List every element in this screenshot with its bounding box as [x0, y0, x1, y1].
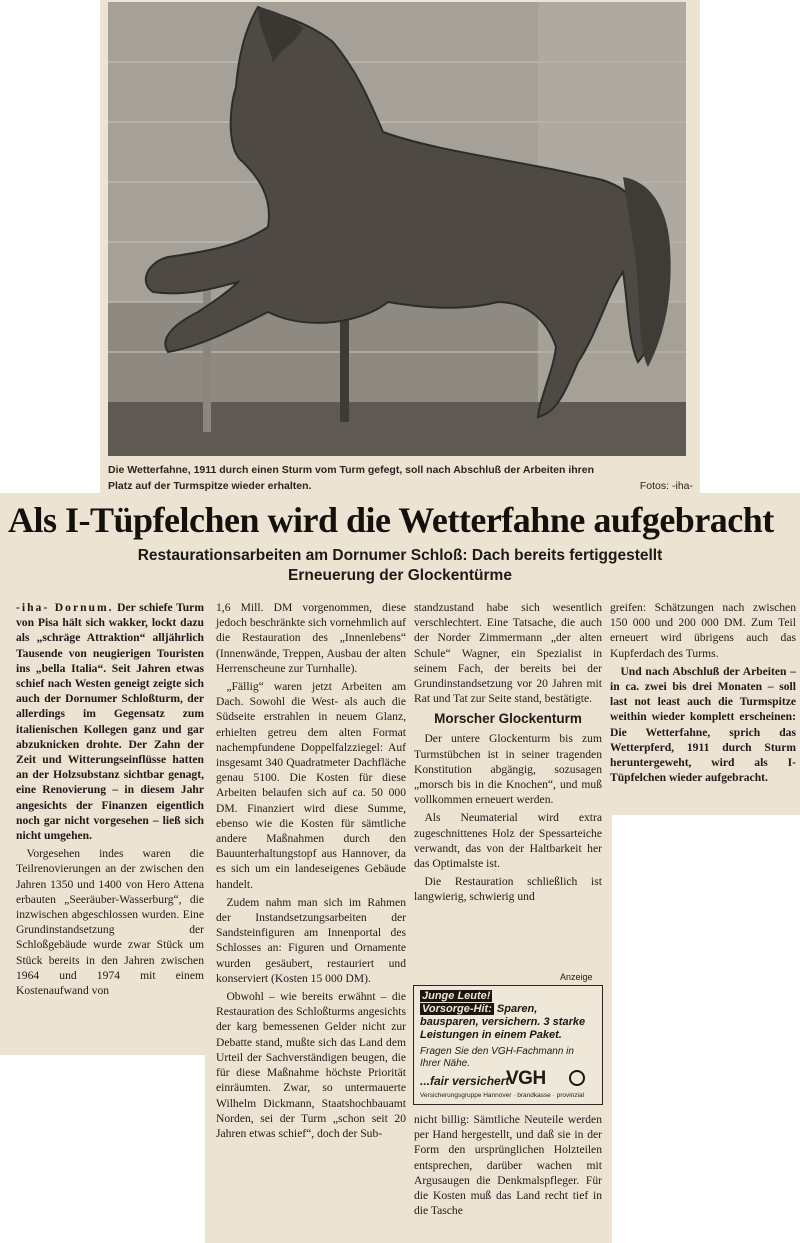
- ad-small-text: Fragen Sie den VGH-Fachmann in Ihrer Nähe.: [420, 1046, 574, 1069]
- closing-text: Und nach Abschluß der Arbeiten – in ca. zwei bis drei Monaten – soll last not least auch die Turmspitze weithin wieder komplett erscheinen: Die Wetterfahne, sprich das Wetterpferd, 1911 durch Sturm heruntergeweht, wird als I-Tüpfelchen wieder aufgebracht.: [610, 664, 796, 785]
- subhead-line-2: Erneuerung der Glockentürme: [288, 567, 512, 584]
- article-column-3: [414, 600, 602, 908]
- column-2-paragraph-2: „Fällig“ waren jetzt Arbeiten am Dach. Sowohl die West- als auch die Südseite erstrahlen in neuem Glanz, erhielten getreu dem alten Format nachempfundene Doppelfalzziegel: Auf insgesamt 340 Quadratmeter Dachfläche genau 5100. Die Kosten für diese Arbeiten belaufen sich auf ca. 50 000 DM. Finanziert wird diese Summe, ebenso wie die Kosten für sämtliche andere Maßnahmen durch den Bauunterhaltungstopf aus Hannover, da es sich um ein landeseigenes Gebäude handelt.: [216, 680, 406, 891]
- column-3-subheading: Morscher Glockenturm: [434, 711, 582, 727]
- ad-headline-box: [420, 990, 596, 1046]
- vgh-logo-mark-icon: [569, 1070, 585, 1086]
- subhead-line-1: Restaurationsarbeiten am Dornumer Schloß: Dach bereits fertiggestellt: [137, 547, 663, 564]
- caption-line-1: Die Wetterfahne, 1911 durch einen Sturm vom Turm gefegt, soll nach Abschluß der Arbeiten ihren: [108, 464, 595, 476]
- ad-line-2-highlight: Vorsorge-Hit:: [422, 1003, 492, 1015]
- article-column-4: [610, 600, 796, 788]
- horse-weather-vane-image: [108, 2, 686, 456]
- column-3-paragraph-5: nicht billig: Sämtliche Neuteile werden per Hand hergestellt, und daß sie in der Form den ursprünglichen Holzteilen entsprechen, darüber wachen mit Argusaugen die Denkmalspfleger. Für die Kosten muß das Land recht tief in die Tasche: [414, 1113, 602, 1218]
- column-1-paragraph-2: Vorgesehen indes waren die Teilrenovierungen an der zwischen den Jahren 1350 und 1400 von Hero Attena erbauten „Seeräuber-Wasserburg“, die inzwischen abgeschlossen wurden. Eine Grundinstandsetzung der Schloßgebäude wurde zwar Stück um Stück bereits in den Jahren zwischen 1964 und 1974 mit einem Kostenaufwand von: [16, 847, 204, 998]
- column-3-paragraph-1: standzustand habe sich wesentlich verschlechtert. Eine Tatsache, die auch der Norder Zimmermann „der alten Schule“ Wagner, ein Spezialist in seinem Fach, der bereits bei der Grundinstandsetzung vor 20 Jahren mit Rat und Tat zur Seite stand, bestätigte.: [414, 601, 602, 706]
- dateline: -iha- Dornum.: [16, 601, 114, 614]
- column-3-paragraph-3: Als Neumaterial wird extra zugeschnittenes Holz der Spessarteiche verwandt, das von der Haltbarkeit her das Optimalste ist.: [414, 811, 602, 871]
- article-column-3-lower: [414, 1112, 602, 1221]
- column-3-paragraph-4: Die Restauration schließlich ist langwierig, schwierig und: [414, 875, 602, 904]
- photo-credit: Fotos: -iha-: [639, 480, 693, 492]
- ad-label: Anzeige: [560, 972, 593, 982]
- ad-slogan: ...fair versichert: [420, 1074, 510, 1088]
- article-column-1: [16, 600, 204, 1001]
- vgh-advertisement: [413, 985, 603, 1105]
- vgh-logo: VGH: [506, 1068, 546, 1089]
- column-3-paragraph-2: Der untere Glockenturm bis zum Turmstübchen ist in seiner tragenden Konstitution abgängig, sozusagen „morsch bis in die Knochen“, und muß vollkommen erneuert werden.: [414, 732, 602, 807]
- ad-line-1: Junge Leute!: [422, 990, 491, 1002]
- column-4-paragraph-1: greifen: Schätzungen nach zwischen 150 000 und 200 000 DM. Zum Teil erneuert wird übrigens auch das Kupferdach des Turms.: [610, 601, 796, 660]
- column-2-paragraph-4: Obwohl – wie bereits erwähnt – die Restauration des Schloßturms angesichts der karg bemessenen Gelder nicht zur Debatte stand, mußte sich das Land dem Urteil der Sachverständigen beugen, die für diese Maßnahme höchste Priorität einräumten. Zwar, so untermauerte Wilhelm Dickmann, Staatshochbauamt Norden, sei der Turm „schon seit 20 Jahren etwas schief“, doch der Sub-: [216, 990, 406, 1140]
- column-2-paragraph-1: 1,6 Mill. DM vorgenommen, diese jedoch beschränkte sich vornehmlich auf die Restauration des „Innenlebens“ (Innenwände, Treppen, Ausbau der alten Herrenscheune zur Turnhalle).: [216, 601, 406, 675]
- article-headline: Als I-Tüpfelchen wird die Wetterfahne aufgebracht: [8, 500, 774, 540]
- column-2-paragraph-3: Zudem nahm man sich im Rahmen der Instandsetzungsarbeiten der Sandsteinfiguren am Innenportal des Schlosses an: Figuren und Ornamente wurden gesäubert, restauriert und konserviert (Kosten 15 000 DM).: [216, 895, 406, 985]
- photo-caption: [108, 462, 693, 494]
- ad-line-2: Sparen, bausparen, versichern. 3 starke Leistungen in einem Paket.: [420, 1003, 586, 1041]
- ad-insurance-group: Versicherungsgruppe Hannover · brandkasse · provinzial: [420, 1092, 585, 1099]
- article-subhead: [0, 546, 800, 586]
- column-4-paragraph-2: [610, 664, 796, 786]
- caption-line-2: Platz auf der Turmspitze wieder erhalten.: [108, 480, 312, 492]
- column-1-paragraph-1: [16, 600, 204, 843]
- article-column-2: [216, 600, 406, 1144]
- weather-vane-photo: [108, 2, 686, 456]
- lead-text: Der schiefe Turm von Pisa hält sich wakker, lockt dazu als „schräge Attraktion“ alljährlich Tausende von neugierigen Touristen ins „bella Italia“. Seit Jahren etwas schief nach Westen geneigt zeigte sich auch der Dornumer Schloßturm, der allerdings im Gegensatz zum italienischen Kollegen ganz und gar abzuknicken drohte. Der Zahn der Zeit und Witterungseinflüsse hatten an der Holzsubstanz sichtbar genagt, eine Renovierung – in diesem Jahr angesichts der Finanzen eigentlich noch gar nicht vorgesehen – ließ sich nicht umgehen.: [16, 601, 204, 843]
